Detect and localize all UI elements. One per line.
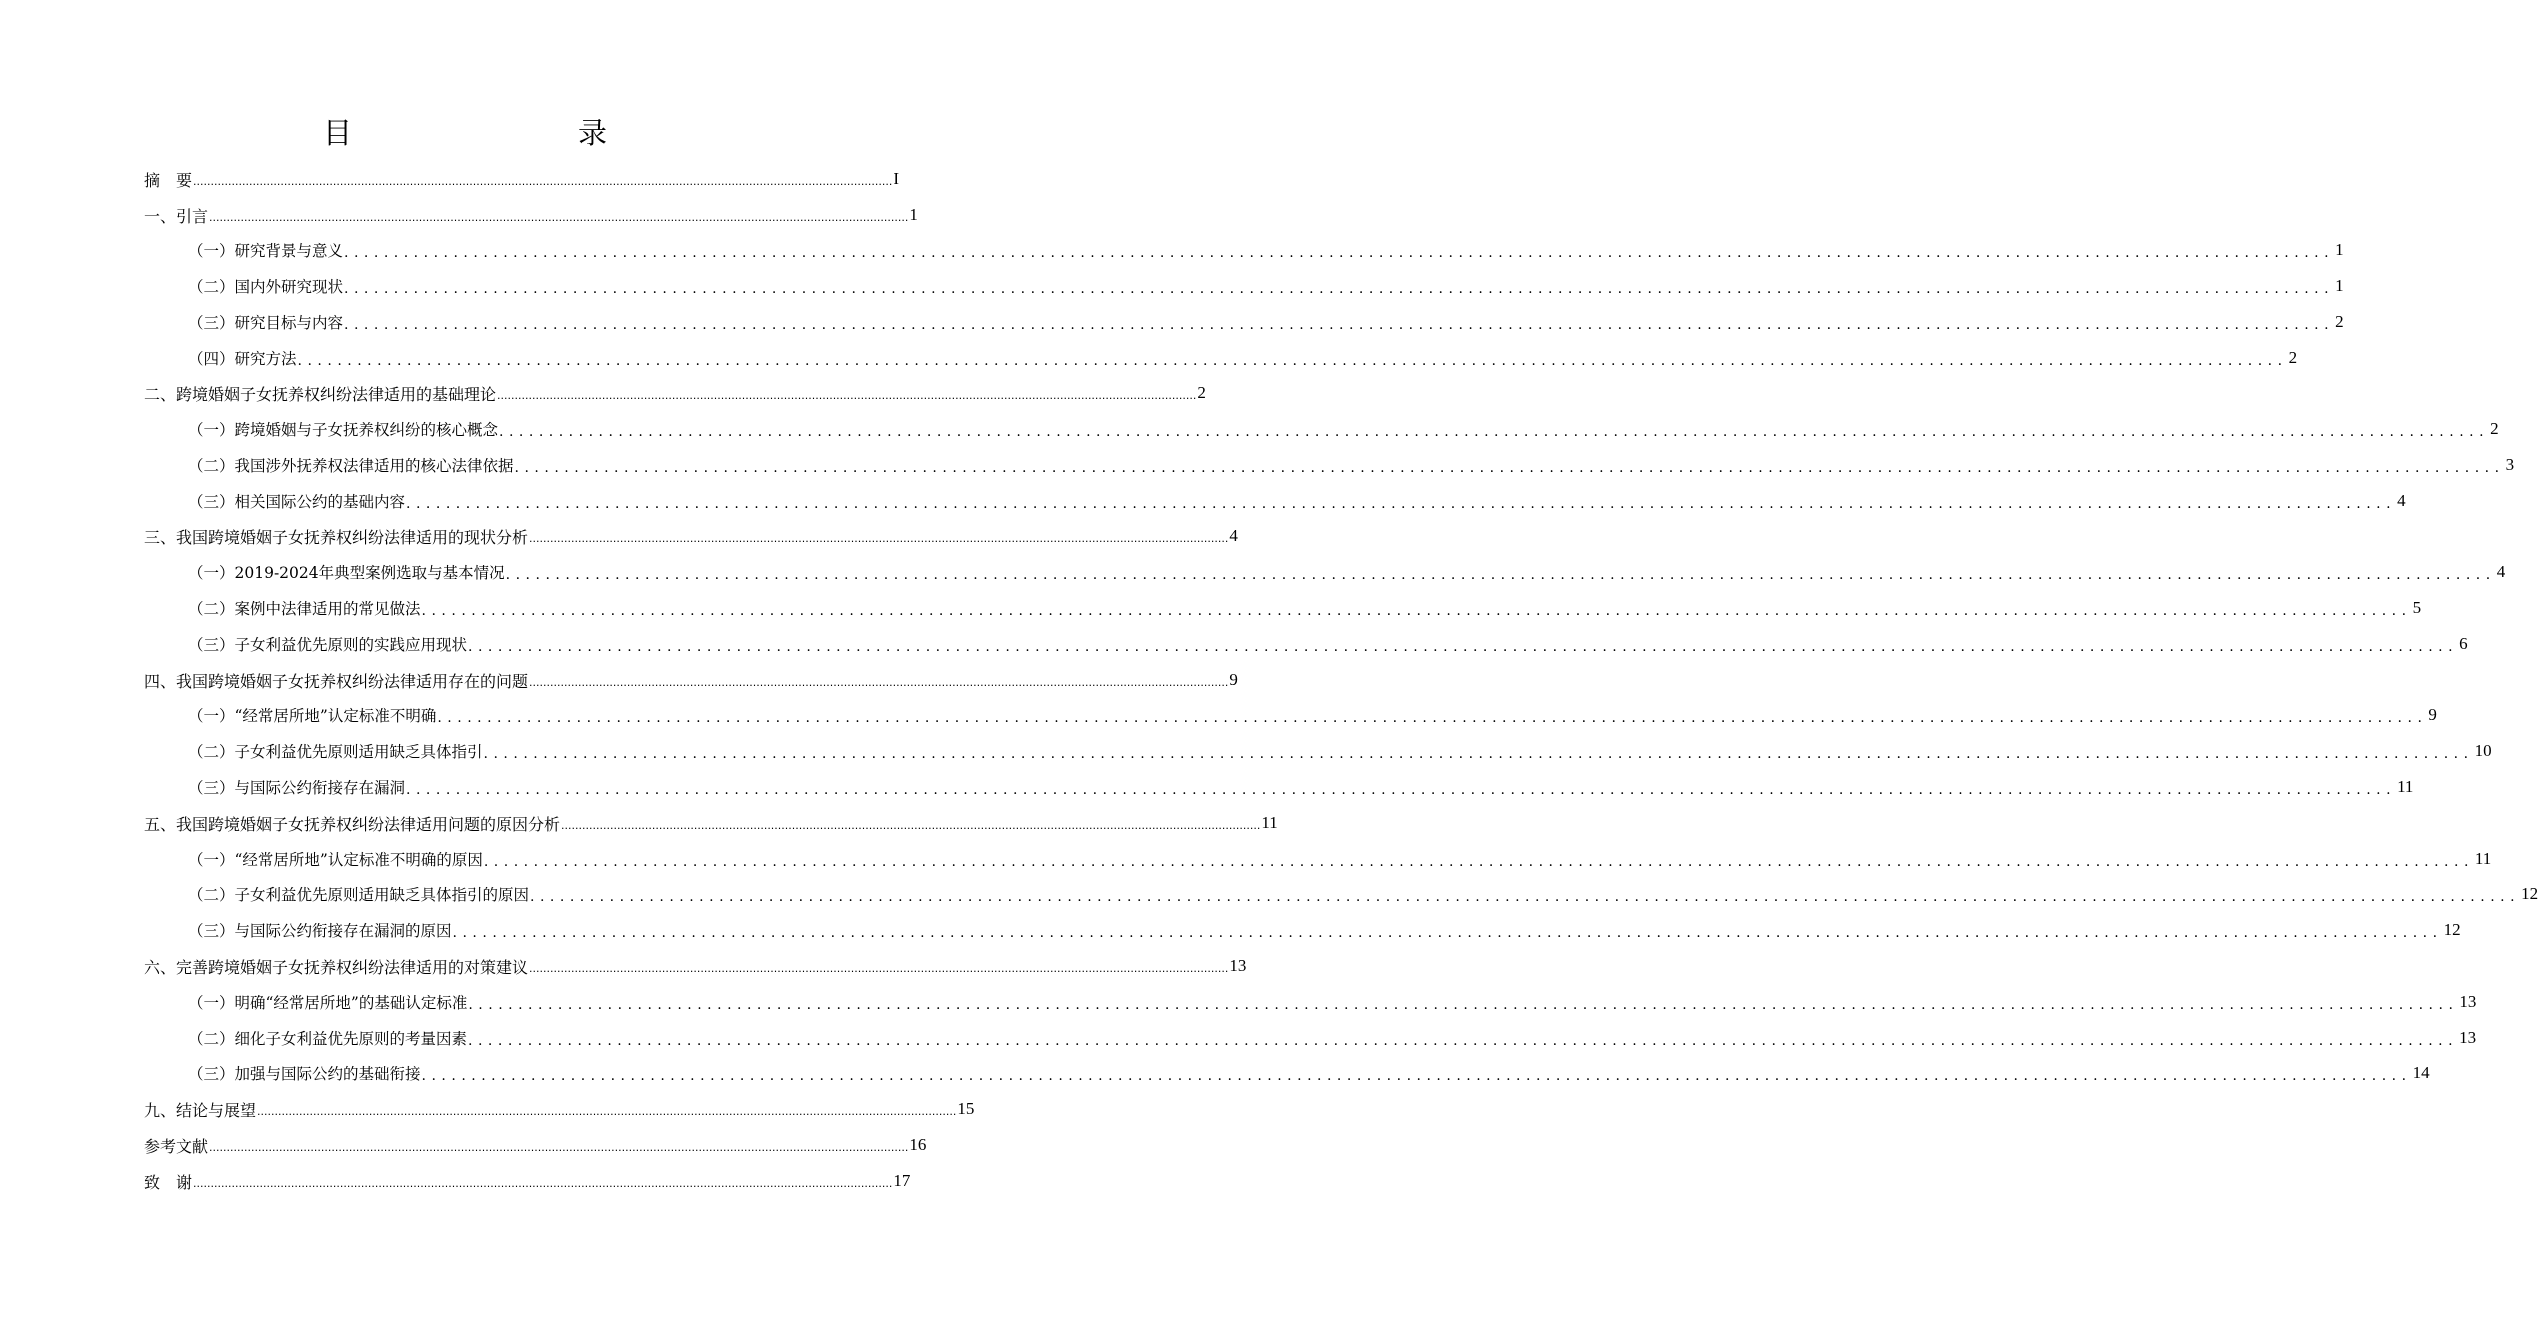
toc-entry-text: 致 谢	[144, 1172, 193, 1192]
toc-entry-chapter-6[interactable]	[144, 949, 1247, 983]
toc-entry-page: 15	[957, 1099, 975, 1118]
toc-entry-page: 4	[2397, 491, 2406, 510]
toc-entry-text: 六、完善跨境婚姻子女抚养权纠纷法律适用的对策建议	[144, 957, 529, 977]
toc-entry-text: 摘 要	[144, 170, 193, 190]
dot-leader: ........................................................................................................................................................................................................	[421, 1068, 2412, 1084]
toc-entry-page: 11	[2397, 777, 2414, 796]
toc-entry-chapter-1[interactable]	[144, 198, 918, 232]
toc-entry-text: （一）研究背景与意义	[188, 242, 344, 260]
dot-leader: ........................................................................................................................................................................................................	[209, 211, 909, 224]
toc-entry-section[interactable]	[188, 448, 2515, 482]
toc-entry-section[interactable]	[188, 985, 2477, 1019]
toc-entry-section[interactable]	[188, 233, 2344, 267]
toc-entry-text: （二）子女利益优先原则适用缺乏具体指引	[188, 743, 483, 761]
toc-entry-chapter-2[interactable]	[144, 376, 1206, 410]
toc-entry-page: 17	[893, 1171, 911, 1190]
dot-leader: ........................................................................................................................................................................................................	[529, 962, 1229, 975]
toc-entry-text: （三）与国际公约衔接存在漏洞的原因	[188, 922, 452, 940]
toc-entry-section[interactable]	[188, 484, 2406, 518]
toc-entry-acknowledgements[interactable]	[144, 1164, 911, 1198]
toc-entry-text: 九、结论与展望	[144, 1100, 257, 1120]
toc-entry-text: （一）2019-2024年典型案例选取与基本情况	[188, 564, 505, 582]
toc-entry-section[interactable]	[188, 305, 2344, 339]
toc-entry-section[interactable]	[188, 698, 2437, 732]
dot-leader: ........................................................................................................................................................................................................	[193, 175, 893, 188]
toc-entry-page: 4	[2496, 562, 2506, 581]
toc-entry-page: 9	[2428, 705, 2437, 724]
dot-leader: ........................................................................................................................................................................................................	[468, 1033, 2459, 1049]
toc-entry-section[interactable]	[188, 1056, 2430, 1090]
dot-leader: ........................................................................................................................................................................................................	[529, 676, 1229, 689]
toc-entry-text: （一）“经常居所地”认定标准不明确的原因	[188, 851, 483, 869]
toc-entry-text: 四、我国跨境婚姻子女抚养权纠纷法律适用存在的问题	[144, 671, 529, 691]
toc-entry-page: 2	[1197, 383, 1206, 402]
toc-entry-text: （三）相关国际公约的基础内容	[188, 493, 406, 511]
toc-entry-text: 一、引言	[144, 206, 209, 226]
toc-entry-text: （三）加强与国际公约的基础衔接	[188, 1065, 421, 1083]
dot-leader: ........................................................................................................................................................................................................	[406, 496, 2397, 512]
toc-entry-page: 2	[2490, 419, 2499, 438]
toc-entry-text: （二）国内外研究现状	[188, 278, 344, 296]
toc-entry-text: 五、我国跨境婚姻子女抚养权纠纷法律适用问题的原因分析	[144, 814, 561, 834]
toc-entry-text: （一）跨境婚姻与子女抚养权纠纷的核心概念	[188, 421, 499, 439]
toc-entry-text: （三）与国际公约衔接存在漏洞	[188, 779, 406, 797]
dot-leader: ........................................................................................................................................................................................................	[297, 353, 2288, 369]
toc-entry-chapter-4[interactable]	[144, 663, 1238, 697]
toc-entry-page: 2	[2288, 348, 2298, 367]
dot-leader: ........................................................................................................................................................................................................	[505, 567, 2496, 583]
dot-leader: ........................................................................................................................................................................................................	[499, 424, 2490, 440]
toc-entry-page: 2	[2335, 312, 2344, 331]
toc-entry-page: 11	[1261, 813, 1278, 832]
toc-entry-page: I	[893, 169, 900, 188]
toc-entry-text: （一）明确“经常居所地”的基础认定标准	[188, 994, 468, 1012]
dot-leader: ........................................................................................................................................................................................................	[529, 532, 1229, 545]
dot-leader: ........................................................................................................................................................................................................	[497, 389, 1197, 402]
toc-entry-section[interactable]	[188, 591, 2422, 625]
toc-entry-text: （三）子女利益优先原则的实践应用现状	[188, 636, 468, 654]
toc-entry-text: （三）研究目标与内容	[188, 314, 344, 332]
toc-entry-section[interactable]	[188, 913, 2461, 947]
toc-entry-page: 13	[2459, 1028, 2477, 1047]
toc-entry-abstract[interactable]	[144, 162, 900, 196]
toc-entry-text: 三、我国跨境婚姻子女抚养权纠纷法律适用的现状分析	[144, 527, 529, 547]
dot-leader: ........................................................................................................................................................................................................	[257, 1105, 957, 1118]
dot-leader: ........................................................................................................................................................................................................	[406, 782, 2397, 798]
toc-entry-section[interactable]	[188, 734, 2492, 768]
toc-entry-conclusion[interactable]	[144, 1092, 975, 1126]
dot-leader: ........................................................................................................................................................................................................	[483, 854, 2474, 870]
dot-leader: ........................................................................................................................................................................................................	[421, 603, 2412, 619]
dot-leader: ........................................................................................................................................................................................................	[437, 710, 2428, 726]
dot-leader: ........................................................................................................................................................................................................	[193, 1177, 893, 1190]
toc-entry-page: 1	[909, 205, 918, 224]
toc-entry-section[interactable]	[188, 770, 2414, 804]
toc-entry-text: （二）案例中法律适用的常见做法	[188, 600, 421, 618]
dot-leader: ........................................................................................................................................................................................................	[483, 746, 2474, 762]
toc-entry-section[interactable]	[188, 842, 2492, 876]
dot-leader: ........................................................................................................................................................................................................	[344, 281, 2335, 297]
toc-entry-section[interactable]	[188, 627, 2468, 661]
toc-entry-page: 6	[2459, 634, 2468, 653]
dot-leader: ........................................................................................................................................................................................................	[468, 639, 2459, 655]
toc-entry-page: 10	[2474, 741, 2492, 760]
dot-leader: ........................................................................................................................................................................................................	[452, 925, 2443, 941]
toc-entry-page: 4	[1229, 526, 1238, 545]
toc-entry-text: （四）研究方法	[188, 350, 297, 368]
toc-entry-text: （二）细化子女利益优先原则的考量因素	[188, 1030, 468, 1048]
toc-entry-page: 16	[909, 1135, 927, 1154]
toc-entry-page: 3	[2505, 455, 2515, 474]
toc-entry-chapter-3[interactable]	[144, 519, 1238, 553]
toc-entry-section[interactable]	[188, 1021, 2477, 1055]
dot-leader: ........................................................................................................................................................................................................	[344, 317, 2335, 333]
dot-leader: ........................................................................................................................................................................................................	[344, 245, 2335, 261]
toc-entry-text: （二）子女利益优先原则适用缺乏具体指引的原因	[188, 886, 530, 904]
toc-entry-page: 1	[2335, 276, 2344, 295]
dot-leader: ........................................................................................................................................................................................................	[514, 460, 2505, 476]
toc-entry-page: 1	[2335, 240, 2344, 259]
toc-entry-references[interactable]	[144, 1128, 927, 1162]
toc-entry-page: 11	[2474, 849, 2492, 868]
toc-entry-text: 参考文献	[144, 1136, 209, 1156]
toc-entry-text: （一）“经常居所地”认定标准不明确	[188, 707, 437, 725]
toc-entry-page: 13	[2459, 992, 2477, 1011]
toc-entry-page: 12	[2443, 920, 2461, 939]
dot-leader: ........................................................................................................................................................................................................	[530, 889, 2521, 905]
toc-entry-text: （二）我国涉外抚养权法律适用的核心法律依据	[188, 457, 514, 475]
toc-title: 目 录	[322, 116, 663, 150]
toc-entry-page: 9	[1229, 670, 1238, 689]
toc-entry-section[interactable]	[188, 269, 2344, 303]
dot-leader: ........................................................................................................................................................................................................	[468, 997, 2459, 1013]
toc-entry-page: 14	[2412, 1063, 2430, 1082]
toc-entry-section[interactable]	[188, 412, 2499, 446]
toc-entry-section[interactable]	[188, 341, 2298, 375]
dot-leader: ........................................................................................................................................................................................................	[209, 1141, 909, 1154]
dot-leader: ........................................................................................................................................................................................................	[561, 819, 1261, 832]
toc-entry-section[interactable]	[188, 877, 2538, 911]
toc-entry-chapter-5[interactable]	[144, 806, 1278, 840]
toc-entry-page: 13	[1229, 956, 1247, 975]
toc-entry-page: 5	[2412, 598, 2422, 617]
toc-entry-text: 二、跨境婚姻子女抚养权纠纷法律适用的基础理论	[144, 384, 497, 404]
toc-entry-section[interactable]	[188, 555, 2506, 589]
toc-entry-page: 12	[2521, 884, 2538, 903]
